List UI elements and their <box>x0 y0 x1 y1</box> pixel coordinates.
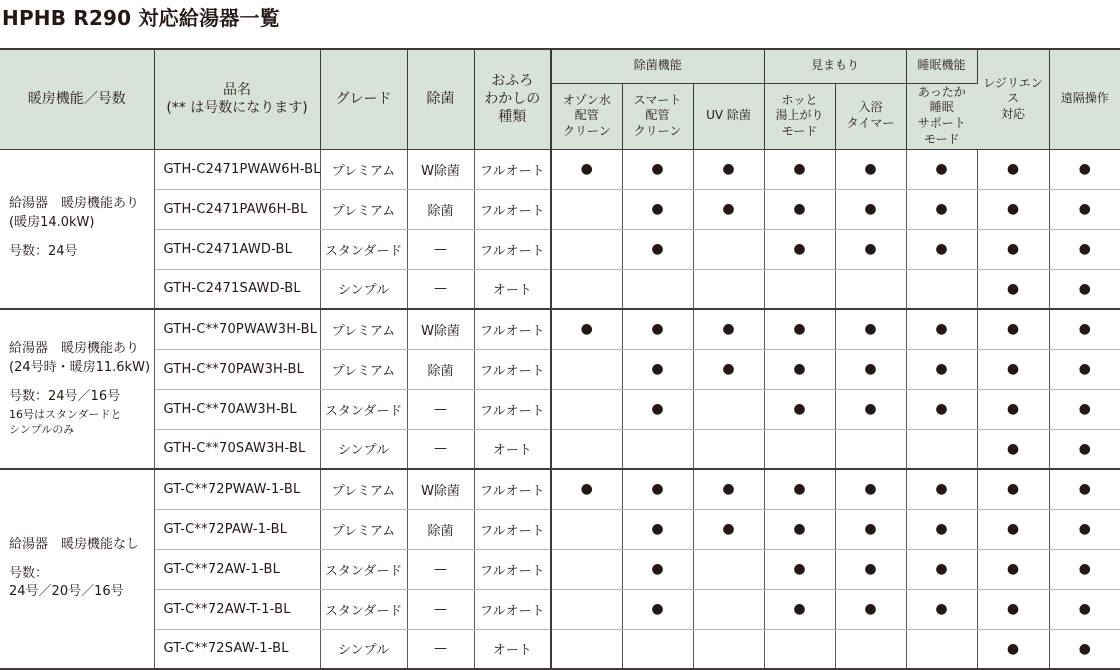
feature-mark-cell <box>551 429 622 469</box>
group-desc-line: (24号時・暖房11.6kW) <box>9 360 151 376</box>
feature-mark-cell: ● <box>977 269 1049 309</box>
ozone-line1: オゾン水 <box>562 92 611 107</box>
grade-cell: プレミアム <box>320 149 407 189</box>
group-note-line: 16号はスタンダードと <box>9 407 122 421</box>
grade-cell: スタンダード <box>320 229 407 269</box>
feature-mark-cell <box>906 429 977 469</box>
bath-type-cell: フルオート <box>474 469 551 509</box>
heating-column-header: 暖房機能／号数 <box>0 49 154 149</box>
ozone-line2: 配管 <box>574 108 599 123</box>
sterilize-cell: — <box>407 589 474 629</box>
feature-mark-cell: ● <box>835 149 906 189</box>
grade-cell: スタンダード <box>320 549 407 589</box>
group-desc-line: 給湯器 暖房機能あり <box>9 196 140 212</box>
resilience-column-header <box>977 49 1049 149</box>
table-row <box>0 149 1120 189</box>
sleep-line2: 睡眠 <box>929 100 954 115</box>
grade-cell: プレミアム <box>320 309 407 349</box>
bath-header-line1: おふろ <box>491 72 534 89</box>
feature-mark-cell: ● <box>693 509 764 549</box>
model-name-cell: GTH-C**70PWAW3H-BL <box>154 309 320 349</box>
feature-mark-cell <box>622 629 693 669</box>
feature-mark-cell: ● <box>906 589 977 629</box>
sterilize-cell: W除菌 <box>407 469 474 509</box>
feature-mark-cell: ● <box>764 469 835 509</box>
feature-mark-cell: ● <box>693 349 764 389</box>
sterilize-cell: 除菌 <box>407 189 474 229</box>
table-row <box>0 429 1120 469</box>
feature-mark-cell: ● <box>1049 149 1120 189</box>
feature-mark-cell: ● <box>1049 429 1120 469</box>
grade-cell: シンプル <box>320 629 407 669</box>
bath-type-cell: フルオート <box>474 549 551 589</box>
feature-mark-cell: ● <box>551 149 622 189</box>
feature-mark-cell: ● <box>977 629 1049 669</box>
feature-mark-cell <box>764 429 835 469</box>
feature-mark-cell: ● <box>977 429 1049 469</box>
bath-timer-header <box>835 83 906 149</box>
feature-mark-cell: ● <box>977 389 1049 429</box>
group-size-line: 号数： <box>9 565 49 581</box>
model-name-cell: GT-C**72AW-T-1-BL <box>154 589 320 629</box>
feature-mark-cell: ● <box>1049 549 1120 589</box>
feature-mark-cell: ● <box>764 389 835 429</box>
model-name-cell: GT-C**72AW-1-BL <box>154 549 320 589</box>
sleep-line4: モード <box>924 131 960 146</box>
feature-mark-cell: ● <box>764 509 835 549</box>
table-row <box>0 389 1120 429</box>
sterilize-cell: 除菌 <box>407 509 474 549</box>
sterilize-cell: 除菌 <box>407 349 474 389</box>
feature-mark-cell: ● <box>977 469 1049 509</box>
table-row <box>0 349 1120 389</box>
feature-mark-cell: ● <box>622 549 693 589</box>
group-note-line: シンプルのみ <box>9 423 75 437</box>
hot-line2: 湯上がり <box>775 108 824 123</box>
feature-mark-cell: ● <box>1049 589 1120 629</box>
feature-mark-cell: ● <box>835 189 906 229</box>
feature-mark-cell: ● <box>1049 269 1120 309</box>
feature-mark-cell <box>693 589 764 629</box>
resilience-header-line2: 対応 <box>1001 107 1026 122</box>
feature-mark-cell <box>693 429 764 469</box>
watch-group-header: 見まもり <box>764 49 906 83</box>
feature-mark-cell <box>693 229 764 269</box>
bath-header-line2: わかしの <box>484 91 541 108</box>
bath-type-cell: フルオート <box>474 349 551 389</box>
hot-after-bath-mode-header <box>764 83 835 149</box>
feature-mark-cell: ● <box>1049 389 1120 429</box>
ozone-pipe-clean-header <box>551 83 622 149</box>
feature-mark-cell: ● <box>764 149 835 189</box>
feature-mark-cell: ● <box>622 349 693 389</box>
feature-mark-cell: ● <box>977 229 1049 269</box>
feature-mark-cell: ● <box>906 229 977 269</box>
feature-mark-cell: ● <box>906 549 977 589</box>
hot-line1: ホッと <box>781 92 818 107</box>
feature-mark-cell <box>551 629 622 669</box>
feature-mark-cell: ● <box>835 549 906 589</box>
feature-mark-cell: ● <box>835 589 906 629</box>
remote-column-header: 遠隔操作 <box>1049 49 1120 149</box>
group-desc-line: 給湯器 暖房機能なし <box>9 536 140 552</box>
feature-mark-cell: ● <box>693 149 764 189</box>
feature-mark-cell: ● <box>764 309 835 349</box>
product-header-line2: (** は号数になります) <box>166 100 308 117</box>
timer-line2: タイマー <box>846 116 895 130</box>
feature-mark-cell <box>693 269 764 309</box>
feature-mark-cell <box>622 429 693 469</box>
feature-mark-cell: ● <box>906 389 977 429</box>
feature-mark-cell <box>906 629 977 669</box>
sterilize-cell: — <box>407 229 474 269</box>
feature-mark-cell <box>835 269 906 309</box>
feature-mark-cell <box>551 389 622 429</box>
bath-type-cell: フルオート <box>474 389 551 429</box>
feature-mark-cell: ● <box>906 469 977 509</box>
model-name-cell: GTH-C2471PAW6H-BL <box>154 189 320 229</box>
group-size-line: 24号／20号／16号 <box>9 584 124 600</box>
feature-mark-cell: ● <box>835 389 906 429</box>
warm-sleep-support-header <box>906 83 977 149</box>
sleep-line3: サポート <box>917 116 966 130</box>
sterilize-cell: W除菌 <box>407 149 474 189</box>
resilience-header-line1: レジリエンス <box>983 75 1043 106</box>
grade-cell: プレミアム <box>320 189 407 229</box>
model-name-cell: GTH-C2471AWD-BL <box>154 229 320 269</box>
grade-cell: シンプル <box>320 269 407 309</box>
group-description <box>0 309 154 469</box>
feature-mark-cell <box>551 269 622 309</box>
hot-line3: モード <box>781 123 818 138</box>
grade-cell: プレミアム <box>320 469 407 509</box>
model-name-cell: GTH-C**70SAW3H-BL <box>154 429 320 469</box>
feature-mark-cell: ● <box>1049 229 1120 269</box>
feature-mark-cell: ● <box>835 349 906 389</box>
sterilize-function-group-header: 除菌機能 <box>551 49 764 83</box>
feature-mark-cell: ● <box>622 389 693 429</box>
table-row <box>0 189 1120 229</box>
feature-mark-cell: ● <box>622 309 693 349</box>
sterilize-cell: — <box>407 429 474 469</box>
feature-mark-cell: ● <box>1049 349 1120 389</box>
smart-line2: 配管 <box>645 108 670 123</box>
feature-mark-cell <box>551 229 622 269</box>
sterilize-cell: W除菌 <box>407 309 474 349</box>
feature-mark-cell: ● <box>622 589 693 629</box>
table-row <box>0 549 1120 589</box>
sterilize-cell: — <box>407 629 474 669</box>
model-name-cell: GT-C**72SAW-1-BL <box>154 629 320 669</box>
smart-line3: クリーン <box>633 123 682 138</box>
group-size-line: 号数：24号／16号 <box>9 389 121 405</box>
bath-type-cell: フルオート <box>474 509 551 549</box>
group-description <box>0 469 154 669</box>
model-name-cell: GTH-C2471PWAW6H-BL <box>154 149 320 189</box>
bath-header-line3: 種類 <box>498 109 527 126</box>
feature-mark-cell: ● <box>977 189 1049 229</box>
feature-mark-cell: ● <box>906 349 977 389</box>
page-title: HPHB R290 対応給湯器一覧 <box>2 6 280 30</box>
smart-line1: スマート <box>633 92 682 107</box>
sterilize-column-header: 除菌 <box>407 49 474 149</box>
smart-pipe-clean-header <box>622 83 693 149</box>
feature-mark-cell: ● <box>1049 309 1120 349</box>
feature-mark-cell: ● <box>764 189 835 229</box>
feature-mark-cell: ● <box>977 549 1049 589</box>
feature-mark-cell: ● <box>906 309 977 349</box>
sterilize-cell: — <box>407 549 474 589</box>
feature-mark-cell <box>764 629 835 669</box>
feature-mark-cell: ● <box>622 469 693 509</box>
feature-mark-cell: ● <box>622 229 693 269</box>
bath-type-cell: フルオート <box>474 309 551 349</box>
feature-mark-cell: ● <box>1049 509 1120 549</box>
feature-mark-cell: ● <box>622 149 693 189</box>
feature-mark-cell: ● <box>977 509 1049 549</box>
table-header <box>0 49 1120 149</box>
feature-mark-cell: ● <box>835 469 906 509</box>
grade-cell: スタンダード <box>320 389 407 429</box>
group-desc-line: (暖房14.0kW) <box>9 215 95 231</box>
group-description <box>0 149 154 309</box>
feature-mark-cell: ● <box>1049 469 1120 509</box>
table-row <box>0 229 1120 269</box>
feature-mark-cell: ● <box>906 149 977 189</box>
feature-mark-cell: ● <box>977 309 1049 349</box>
timer-line1: 入浴 <box>858 100 883 115</box>
feature-mark-cell: ● <box>622 189 693 229</box>
model-name-cell: GT-C**72PWAW-1-BL <box>154 469 320 509</box>
feature-mark-cell <box>906 269 977 309</box>
feature-mark-cell: ● <box>693 309 764 349</box>
feature-mark-cell <box>764 269 835 309</box>
table-row <box>0 509 1120 549</box>
bath-type-cell: オート <box>474 269 551 309</box>
feature-mark-cell: ● <box>835 509 906 549</box>
feature-mark-cell <box>693 389 764 429</box>
feature-mark-cell: ● <box>835 309 906 349</box>
feature-mark-cell: ● <box>764 229 835 269</box>
feature-mark-cell <box>551 549 622 589</box>
feature-mark-cell: ● <box>693 469 764 509</box>
water-heater-table <box>0 48 1120 670</box>
feature-mark-cell: ● <box>906 189 977 229</box>
grade-cell: プレミアム <box>320 349 407 389</box>
feature-mark-cell: ● <box>835 229 906 269</box>
product-header-line1: 品名 <box>223 82 251 99</box>
feature-mark-cell: ● <box>551 469 622 509</box>
grade-cell: プレミアム <box>320 509 407 549</box>
sleep-group-header: 睡眠機能 <box>906 49 977 83</box>
sterilize-cell: — <box>407 269 474 309</box>
bath-type-cell: フルオート <box>474 149 551 189</box>
feature-mark-cell <box>835 629 906 669</box>
feature-mark-cell: ● <box>622 509 693 549</box>
sterilize-cell: — <box>407 389 474 429</box>
table-row <box>0 629 1120 669</box>
table-row <box>0 309 1120 349</box>
grade-cell: シンプル <box>320 429 407 469</box>
group-desc-line: 給湯器 暖房機能あり <box>9 341 140 357</box>
feature-mark-cell <box>693 549 764 589</box>
bath-type-cell: オート <box>474 629 551 669</box>
feature-mark-cell: ● <box>1049 629 1120 669</box>
model-name-cell: GTH-C**70AW3H-BL <box>154 389 320 429</box>
feature-mark-cell: ● <box>551 309 622 349</box>
sleep-line1: あったか <box>917 84 966 99</box>
feature-mark-cell <box>551 189 622 229</box>
bath-type-cell: オート <box>474 429 551 469</box>
table-body <box>0 149 1120 669</box>
grade-cell: スタンダード <box>320 589 407 629</box>
ozone-line3: クリーン <box>562 123 611 138</box>
feature-mark-cell <box>551 509 622 549</box>
feature-mark-cell <box>551 349 622 389</box>
feature-mark-cell: ● <box>977 589 1049 629</box>
bath-type-cell: フルオート <box>474 229 551 269</box>
bath-type-cell: フルオート <box>474 189 551 229</box>
model-name-cell: GT-C**72PAW-1-BL <box>154 509 320 549</box>
feature-mark-cell <box>835 429 906 469</box>
table-row <box>0 589 1120 629</box>
grade-column-header: グレード <box>320 49 407 149</box>
feature-mark-cell: ● <box>764 349 835 389</box>
bath-type-column-header <box>474 49 551 149</box>
uv-sterilize-header: UV 除菌 <box>693 83 764 149</box>
feature-mark-cell: ● <box>977 349 1049 389</box>
group-size-line: 号数：24号 <box>9 244 78 260</box>
feature-mark-cell <box>622 269 693 309</box>
table-row <box>0 269 1120 309</box>
feature-mark-cell: ● <box>906 509 977 549</box>
feature-mark-cell: ● <box>693 189 764 229</box>
product-column-header <box>154 49 320 149</box>
feature-mark-cell: ● <box>764 549 835 589</box>
feature-mark-cell <box>551 589 622 629</box>
feature-mark-cell <box>693 629 764 669</box>
table-row <box>0 469 1120 509</box>
model-name-cell: GTH-C**70PAW3H-BL <box>154 349 320 389</box>
feature-mark-cell: ● <box>1049 189 1120 229</box>
feature-mark-cell: ● <box>764 589 835 629</box>
bath-type-cell: フルオート <box>474 589 551 629</box>
feature-mark-cell: ● <box>977 149 1049 189</box>
model-name-cell: GTH-C2471SAWD-BL <box>154 269 320 309</box>
